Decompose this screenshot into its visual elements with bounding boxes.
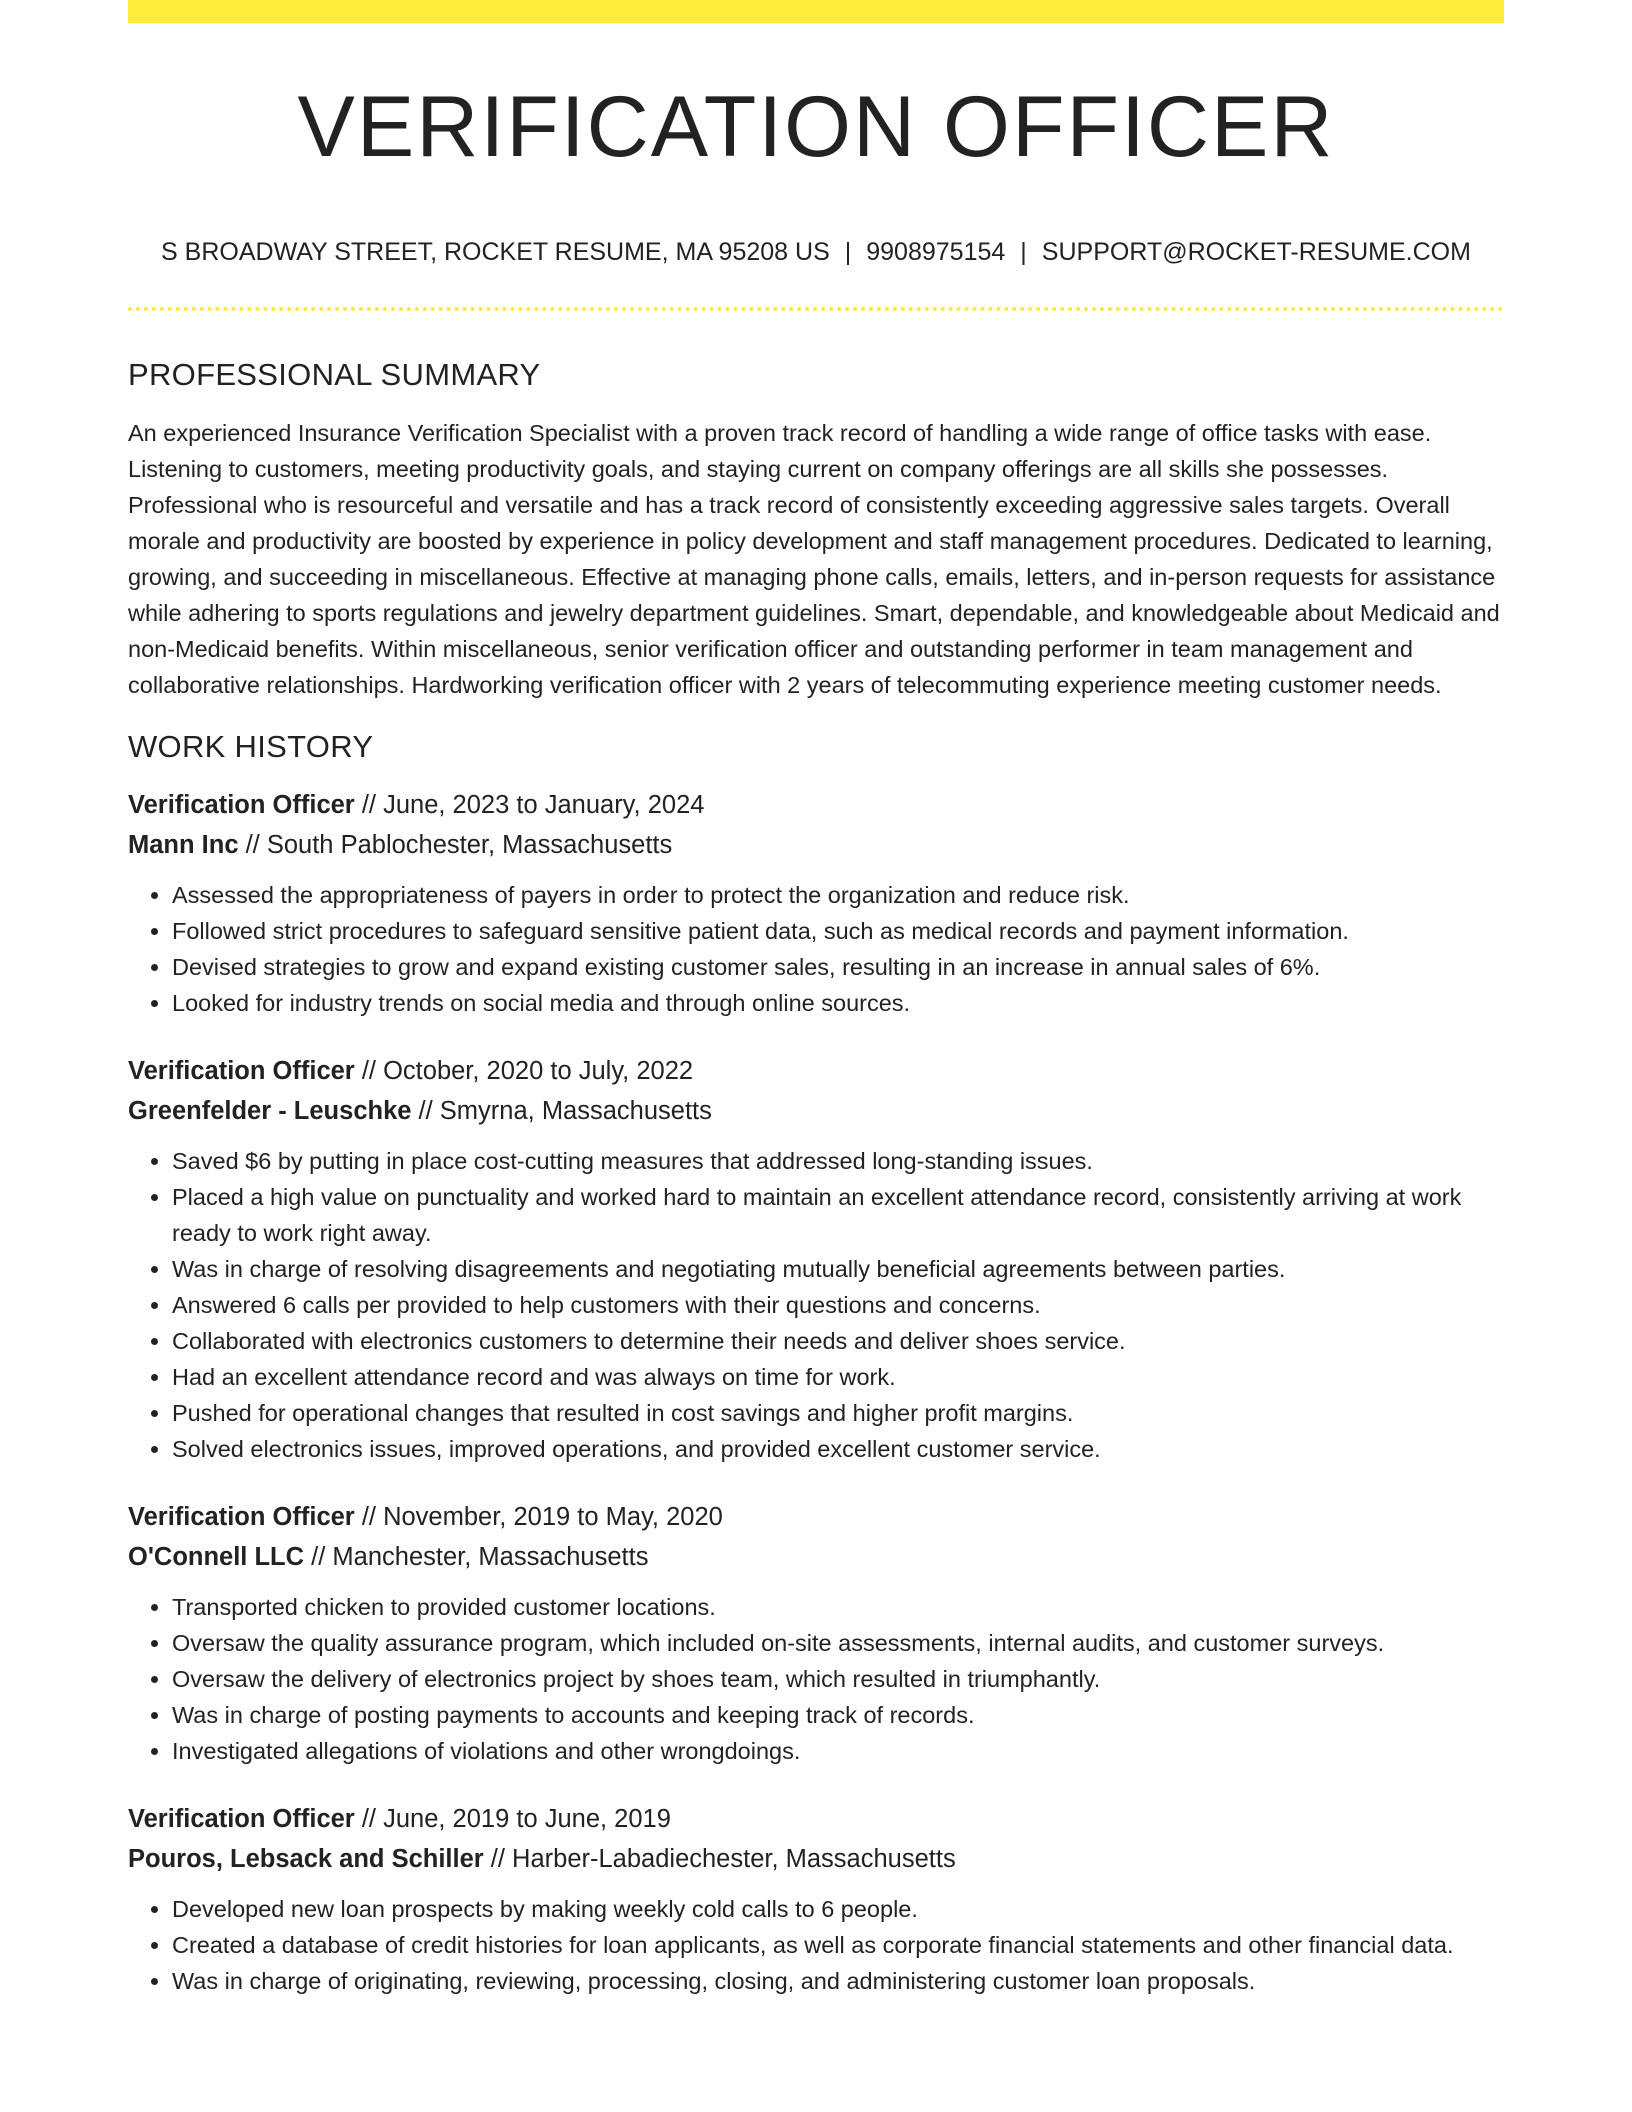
job-entry	[128, 785, 1504, 1021]
resume-title: VERIFICATION OFFICER	[297, 79, 1335, 175]
job-bullet: • Collaborated with electronics customers to determine their needs and deliver shoes service.	[172, 1323, 1504, 1359]
job-bullet: • Developed new loan prospects by making weekly cold calls to 6 people.	[172, 1891, 1504, 1927]
contact-email: SUPPORT@ROCKET-RESUME.COM	[1041, 238, 1471, 266]
job-bullet: • Was in charge of posting payments to accounts and keeping track of records.	[172, 1697, 1504, 1733]
job-role: Verification Officer	[128, 1057, 355, 1085]
job-bullet: • Solved electronics issues, improved operations, and provided excellent customer service.	[172, 1431, 1504, 1467]
accent-bar	[128, 0, 1504, 23]
job-entry	[128, 1051, 1504, 1467]
job-bullets	[128, 1143, 1504, 1467]
job-location: // Harber-Labadiechester, Massachusetts	[483, 1845, 956, 1873]
job-role: Verification Officer	[128, 1805, 355, 1833]
contact-address: S BROADWAY STREET, ROCKET RESUME, MA 95208 US	[161, 238, 830, 266]
contact-phone: 9908975154	[866, 238, 1006, 266]
job-bullet: • Was in charge of originating, reviewing, processing, closing, and administering customer loan proposals.	[172, 1963, 1504, 1999]
job-location: // South Pablochester, Massachusetts	[238, 831, 673, 859]
job-role-line	[128, 1497, 1504, 1537]
job-company-line	[128, 825, 1504, 865]
job-company: Mann Inc	[128, 831, 239, 859]
summary-heading: PROFESSIONAL SUMMARY	[128, 357, 541, 392]
job-bullet: • Was in charge of resolving disagreements and negotiating mutually beneficial agreements between parties.	[172, 1251, 1504, 1287]
job-role: Verification Officer	[128, 791, 355, 819]
job-role: Verification Officer	[128, 1503, 355, 1531]
job-dates: // October, 2020 to July, 2022	[354, 1057, 694, 1085]
job-bullet: • Transported chicken to provided customer locations.	[172, 1589, 1504, 1625]
job-dates: // June, 2019 to June, 2019	[354, 1805, 671, 1833]
job-role-line	[128, 1051, 1504, 1091]
job-dates: // June, 2023 to January, 2024	[354, 791, 705, 819]
job-company-line	[128, 1839, 1504, 1879]
job-bullet: • Devised strategies to grow and expand existing customer sales, resulting in an increase in annual sales of 6%.	[172, 949, 1504, 985]
job-company: Pouros, Lebsack and Schiller	[128, 1845, 484, 1873]
job-company-line	[128, 1091, 1504, 1131]
job-bullets	[128, 1891, 1504, 1999]
job-entry	[128, 1799, 1504, 1999]
job-location: // Smyrna, Massachusetts	[411, 1097, 712, 1125]
job-bullet: • Oversaw the quality assurance program, which included on-site assessments, internal audits, and customer surveys.	[172, 1625, 1504, 1661]
job-bullet: • Followed strict procedures to safeguard sensitive patient data, such as medical records and payment information.	[172, 913, 1504, 949]
job-bullets	[128, 1589, 1504, 1769]
contact-line	[128, 238, 1504, 267]
job-bullet: • Assessed the appropriateness of payers in order to protect the organization and reduce risk.	[172, 877, 1504, 913]
contact-separator: |	[1020, 238, 1027, 266]
job-entry	[128, 1497, 1504, 1769]
job-role-line	[128, 1799, 1504, 1839]
job-bullet: • Oversaw the delivery of electronics project by shoes team, which resulted in triumphantly.	[172, 1661, 1504, 1697]
job-location: // Manchester, Massachusetts	[304, 1543, 649, 1571]
job-bullet: • Created a database of credit histories for loan applicants, as well as corporate financial statements and other financial data.	[172, 1927, 1504, 1963]
job-company-line	[128, 1537, 1504, 1577]
job-bullet: • Pushed for operational changes that resulted in cost savings and higher profit margins.	[172, 1395, 1504, 1431]
job-dates: // November, 2019 to May, 2020	[354, 1503, 723, 1531]
job-bullets	[128, 877, 1504, 1021]
job-bullet: • Looked for industry trends on social media and through online sources.	[172, 985, 1504, 1021]
job-bullet: • Had an excellent attendance record and was always on time for work.	[172, 1359, 1504, 1395]
job-bullet: • Answered 6 calls per provided to help customers with their questions and concerns.	[172, 1287, 1504, 1323]
job-company: Greenfelder - Leuschke	[128, 1097, 412, 1125]
job-company: O'Connell LLC	[128, 1543, 305, 1571]
summary-text: An experienced Insurance Verification Specialist with a proven track record of handling a wide range of office tasks with ease. Listening to customers, meeting productivity goals, and staying current on company offerings are all skills she possesses. Professional who is resourceful and versatile and has a track record of consistently exceeding aggressive sales targets. Overall morale and productivity are boosted by experience in policy development and staff management procedures. Dedicated to learning, growing, and succeeding in miscellaneous. Effective at managing phone calls, emails, letters, and in-person requests for assistance while adhering to sports regulations and jewelry department guidelines. Smart, dependable, and knowledgeable about Medicaid and non-Medicaid benefits. Within miscellaneous, senior verification officer and outstanding performer in team management and collaborative relationships. Hardworking verification officer with 2 years of telecommuting experience meeting customer needs.	[128, 420, 1500, 698]
contact-separator: |	[844, 238, 852, 266]
job-role-line	[128, 785, 1504, 825]
job-bullet: • Investigated allegations of violations and other wrongdoings.	[172, 1733, 1504, 1769]
dotted-divider	[128, 307, 1504, 311]
resume-content	[128, 355, 1504, 1999]
job-bullet: • Saved $6 by putting in place cost-cutting measures that addressed long-standing issues.	[172, 1143, 1504, 1179]
job-bullet: • Placed a high value on punctuality and worked hard to maintain an excellent attendance record, consistently arriving at work ready to work right away.	[172, 1179, 1504, 1251]
work-history-heading: WORK HISTORY	[128, 729, 374, 764]
